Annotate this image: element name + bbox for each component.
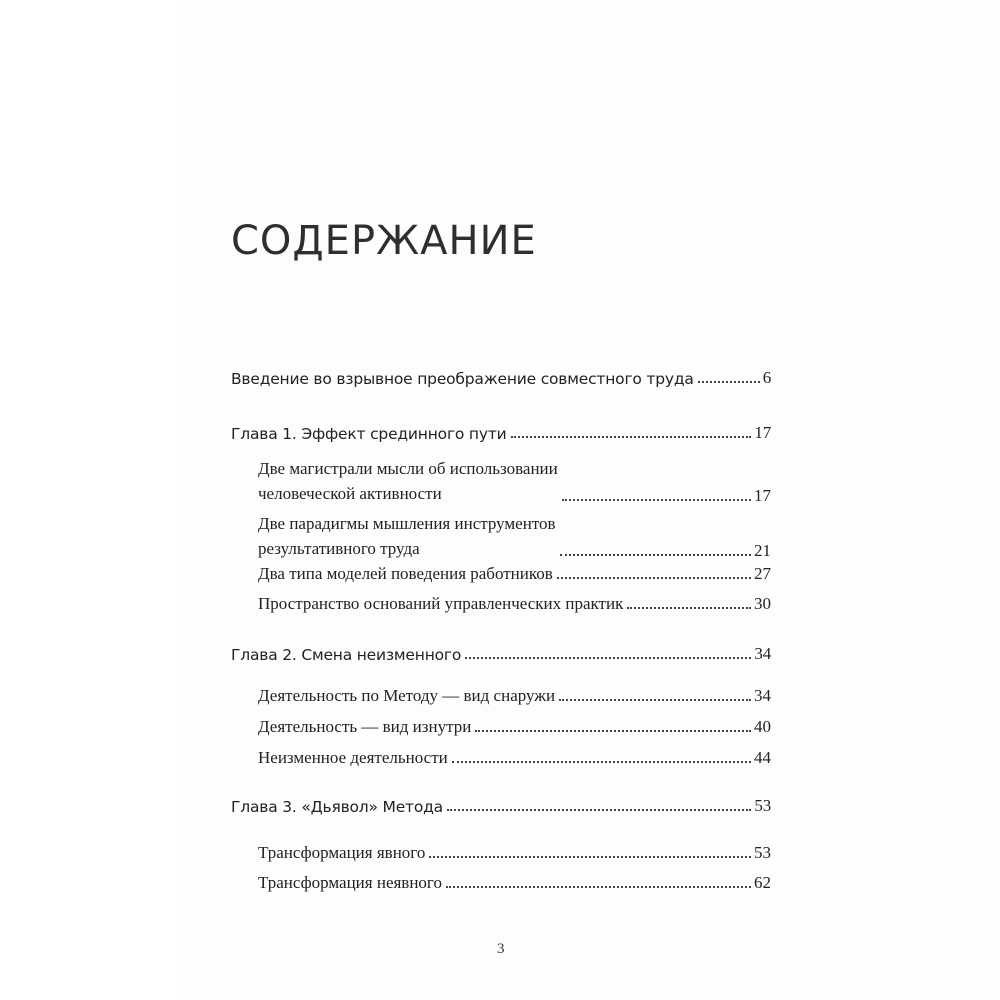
leader-dots (559, 699, 751, 701)
toc-entry-page: 62 (754, 873, 771, 892)
toc-entry-chapter-2 (231, 644, 771, 664)
toc-entry-title: Пространство оснований управленческих практик (258, 594, 624, 613)
toc-entry-ch3-section-2 (258, 873, 771, 893)
toc-entry-ch1-section-3 (258, 564, 771, 584)
page-margin (0, 0, 176, 1000)
leader-dots (562, 499, 751, 501)
toc-entry-title: Глава 2. Смена неизменного (231, 646, 462, 664)
toc-entry-page: 27 (754, 564, 771, 583)
toc-entry-title-line-1: Две магистрали мысли об использовании (258, 459, 558, 478)
page-title: СОДЕРЖАНИЕ (231, 218, 537, 264)
toc-entry-page: 21 (754, 541, 771, 560)
leader-dots (475, 730, 751, 732)
toc-entry-title (258, 511, 556, 561)
toc-entry-page: 34 (754, 686, 771, 705)
toc-entry-page: 44 (754, 748, 771, 767)
toc-entry-title-line-1: Две парадигмы мышления инструментов (258, 514, 556, 533)
toc-entry-page: 6 (762, 368, 771, 387)
leader-dots (446, 886, 751, 888)
leader-dots (429, 856, 751, 858)
toc-entry-ch1-section-2 (258, 511, 771, 561)
toc-entry-page: 17 (754, 486, 771, 505)
toc-entry-chapter-3 (231, 796, 771, 816)
toc-entry-title: Деятельность — вид изнутри (258, 717, 472, 736)
toc-entry-title-line-2: результативного труда (258, 539, 420, 558)
toc-entry-ch1-section-1 (258, 456, 771, 506)
toc-entry-ch2-section-1 (258, 686, 771, 706)
leader-dots (511, 436, 752, 438)
toc-entry-title: Неизменное деятельности (258, 748, 448, 767)
leader-dots (698, 381, 760, 383)
toc-entry-title-line-2: человеческой активности (258, 484, 442, 503)
toc-entry-title: Глава 1. Эффект срединного пути (231, 425, 507, 443)
leader-dots (465, 657, 751, 659)
toc-entry-page: 53 (754, 843, 771, 862)
leader-dots (447, 809, 751, 811)
toc-entry-intro (231, 368, 771, 388)
toc-entry-title: Трансформация неявного (258, 873, 442, 892)
leader-dots (452, 761, 751, 763)
leader-dots (627, 607, 751, 609)
toc-entry-page: 34 (754, 644, 771, 663)
toc-entry-page: 53 (754, 796, 771, 815)
toc-entry-page: 17 (754, 423, 771, 442)
toc-entry-title: Глава 3. «Дьявол» Метода (231, 798, 443, 816)
toc-entry-chapter-1 (231, 423, 771, 443)
toc-entry-ch2-section-2 (258, 717, 771, 737)
page-number: 3 (497, 941, 505, 957)
toc-entry-title: Деятельность по Методу — вид снаружи (258, 686, 556, 705)
toc-entry-ch2-section-3 (258, 748, 771, 768)
toc-entry-page: 40 (754, 717, 771, 736)
leader-dots (557, 577, 751, 579)
toc-entry-title: Два типа моделей поведения работников (258, 564, 553, 583)
toc-entry-page: 30 (754, 594, 771, 613)
toc-entry-title (258, 456, 558, 506)
toc-entry-title: Трансформация явного (258, 843, 426, 862)
toc-entry-title: Введение во взрывное преображение совместного труда (231, 370, 694, 388)
toc-entry-ch3-section-1 (258, 843, 771, 863)
leader-dots (560, 554, 751, 556)
toc-entry-ch1-section-4 (258, 594, 771, 614)
